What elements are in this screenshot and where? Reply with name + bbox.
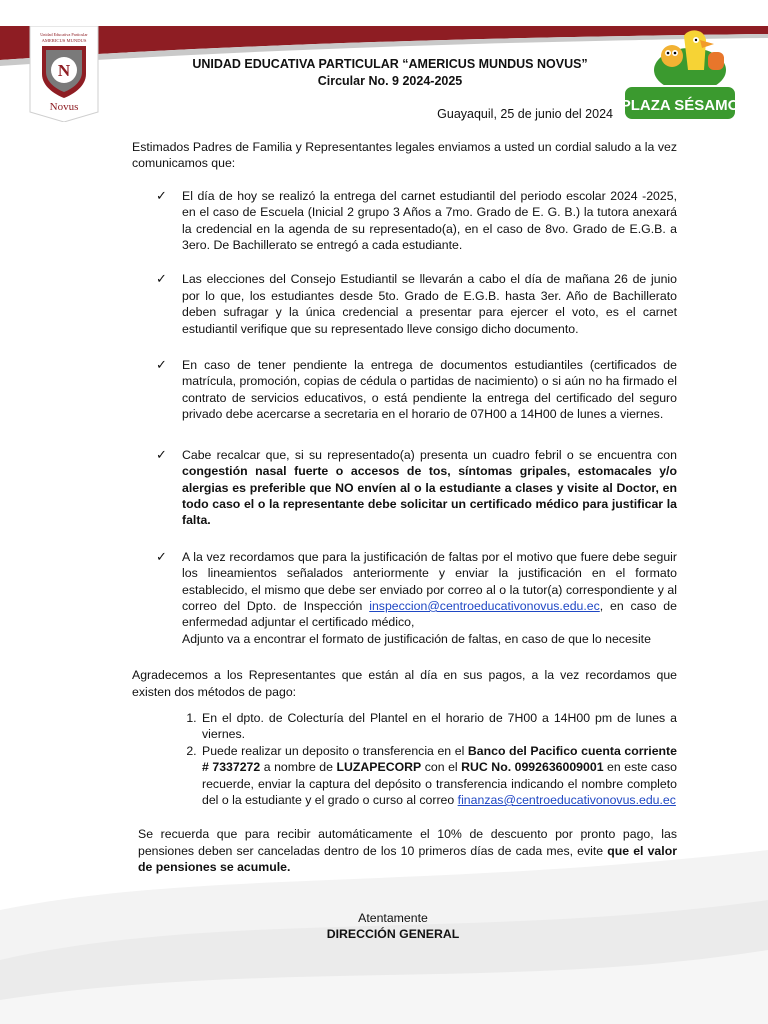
checkmark-icon: ✓ [156, 548, 167, 564]
svg-text:PLAZA SÉSAMO: PLAZA SÉSAMO [620, 97, 740, 114]
announcement-justificacion [132, 549, 677, 647]
announcement-text: Cabe recalcar que, si su representado(a) presenta un cuadro febril o se encuentra con [182, 447, 677, 462]
svg-text:AMERICUS MUNDUS: AMERICUS MUNDUS [41, 38, 87, 43]
circular-number: Circular No. 9 2024-2025 [317, 74, 463, 88]
announcement-bold-text: congestión nasal fuerte o accesos de tos, síntomas gripales, estomacales y/o alergias es preferible que NO envíen al o la estudiante a clases y visite al Doctor, en todo caso el o la representante debe solicitar un certificado médico para justificar la falta. [182, 464, 677, 528]
letter-body [132, 139, 677, 876]
signoff-greeting: Atentamente [358, 911, 428, 925]
payment-method-colecturia: 1. En el dpto. de Colecturía del Plantel en el horario de 7H00 a 14H00 pm de lunes a viernes. [200, 710, 677, 743]
signoff [230, 910, 556, 942]
announcement-text: A la vez recordamos que para la justificación de faltas por el motivo que fuere debe seguir los lineamientos señalados anteriormente y enviar la justificación en el formato establecido, el mismo que debe ser enviado por correo al o la tutor(a) correspondiente y al correo del Dpto. de Inspección [182, 549, 677, 613]
svg-text:N: N [57, 61, 71, 80]
checkmark-icon: ✓ [156, 271, 167, 287]
payments-intro: Agradecemos a los Representantes que están al día en sus pagos, a la vez recordamos que existen dos métodos de pago: [132, 668, 677, 699]
payment-methods-list [132, 710, 677, 808]
closing-note: Se recuerda que para recibir automáticamente el 10% de descuento por pronto pago, las pensiones deben ser canceladas dentro de los 10 primeros días de cada mes, evite que el valor de pensiones se acumule. [138, 827, 677, 875]
inspeccion-email-link[interactable]: inspeccion@centroeducativonovus.edu.ec [369, 598, 600, 613]
announcement-text: Adjunto va a encontrar el formato de justificación de faltas, en caso de que lo necesite [182, 631, 651, 646]
payment-method-transferencia: 2. Puede realizar un deposito o transferencia en el Banco del Pacifico cuenta corriente # 7337272 a nombre de LUZAPECORP con el RUC No. 0992636009001 en este caso recuerde, enviar la captura del depósito o transferencia indicando el nombre completo del o la estudiante y el grado o curso al correo finanzas@centroeducativonovus.edu.ec [200, 743, 677, 809]
announcement-text: En caso de tener pendiente la entrega de documentos estudiantiles (certificados de matrícula, promoción, copias de cédula o partidas de nacimiento) o si aún no ha firmado el contrato de servicios educativos, o está pendiente la entrega del certificado del seguro privado debe acercarse a secretaria en el horario de 07H00 a 14H00 de lunes a viernes. [182, 358, 677, 422]
finanzas-email-link[interactable]: finanzas@centroeducativonovus.edu.ec [457, 793, 676, 807]
announcement-text: Las elecciones del Consejo Estudiantil se llevarán a cabo el día de mañana 26 de junio por lo que, los estudiantes desde 5to. Grado de E.G.B. hasta 3er. Año de Bachillerato deben sufragar y la única credencial a presentar para ejercer el voto, es el carnet estudiantil verifique que su representado lleve consigo dicho documento. [182, 272, 677, 336]
checkmark-icon: ✓ [156, 357, 167, 373]
intro-paragraph: Estimados Padres de Familia y Representantes legales enviamos a usted un cordial saludo a la vez comunicamos que: [132, 140, 677, 171]
school-logo [28, 26, 100, 122]
announcement-salud [132, 447, 677, 529]
announcement-text: , en caso de enfermedad adjuntar el certificado médico, [182, 598, 677, 630]
school-name: UNIDAD EDUCATIVA PARTICULAR “AMERICUS MUNDUS NOVUS” [192, 57, 588, 71]
announcement-text: El día de hoy se realizó la entrega del carnet estudiantil del periodo escolar 2024 -2025, en el caso de Escuela (Inicial 2 grupo 3 Años a 7mo. Grado de E. G. B.) la tutora anexará la credencial en la agenda de su representado(a), en el caso de 8vo. Grado de E.G.B. a 3ero. De Bachillerato se entregó a cada estudiante. [182, 188, 677, 253]
announcement-list [132, 188, 677, 647]
checkmark-icon: ✓ [156, 446, 167, 462]
announcement-elecciones [132, 271, 677, 337]
svg-text:Novus: Novus [49, 101, 79, 113]
announcement-carnet [132, 188, 677, 254]
checkmark-icon: ✓ [156, 187, 167, 203]
date-line: Guayaquil, 25 de junio del 2024 [437, 107, 613, 121]
svg-text:Unidad Educativa Particular: Unidad Educativa Particular [40, 32, 88, 37]
announcement-documentos [132, 357, 677, 423]
signoff-signature: DIRECCIÓN GENERAL [326, 927, 460, 941]
